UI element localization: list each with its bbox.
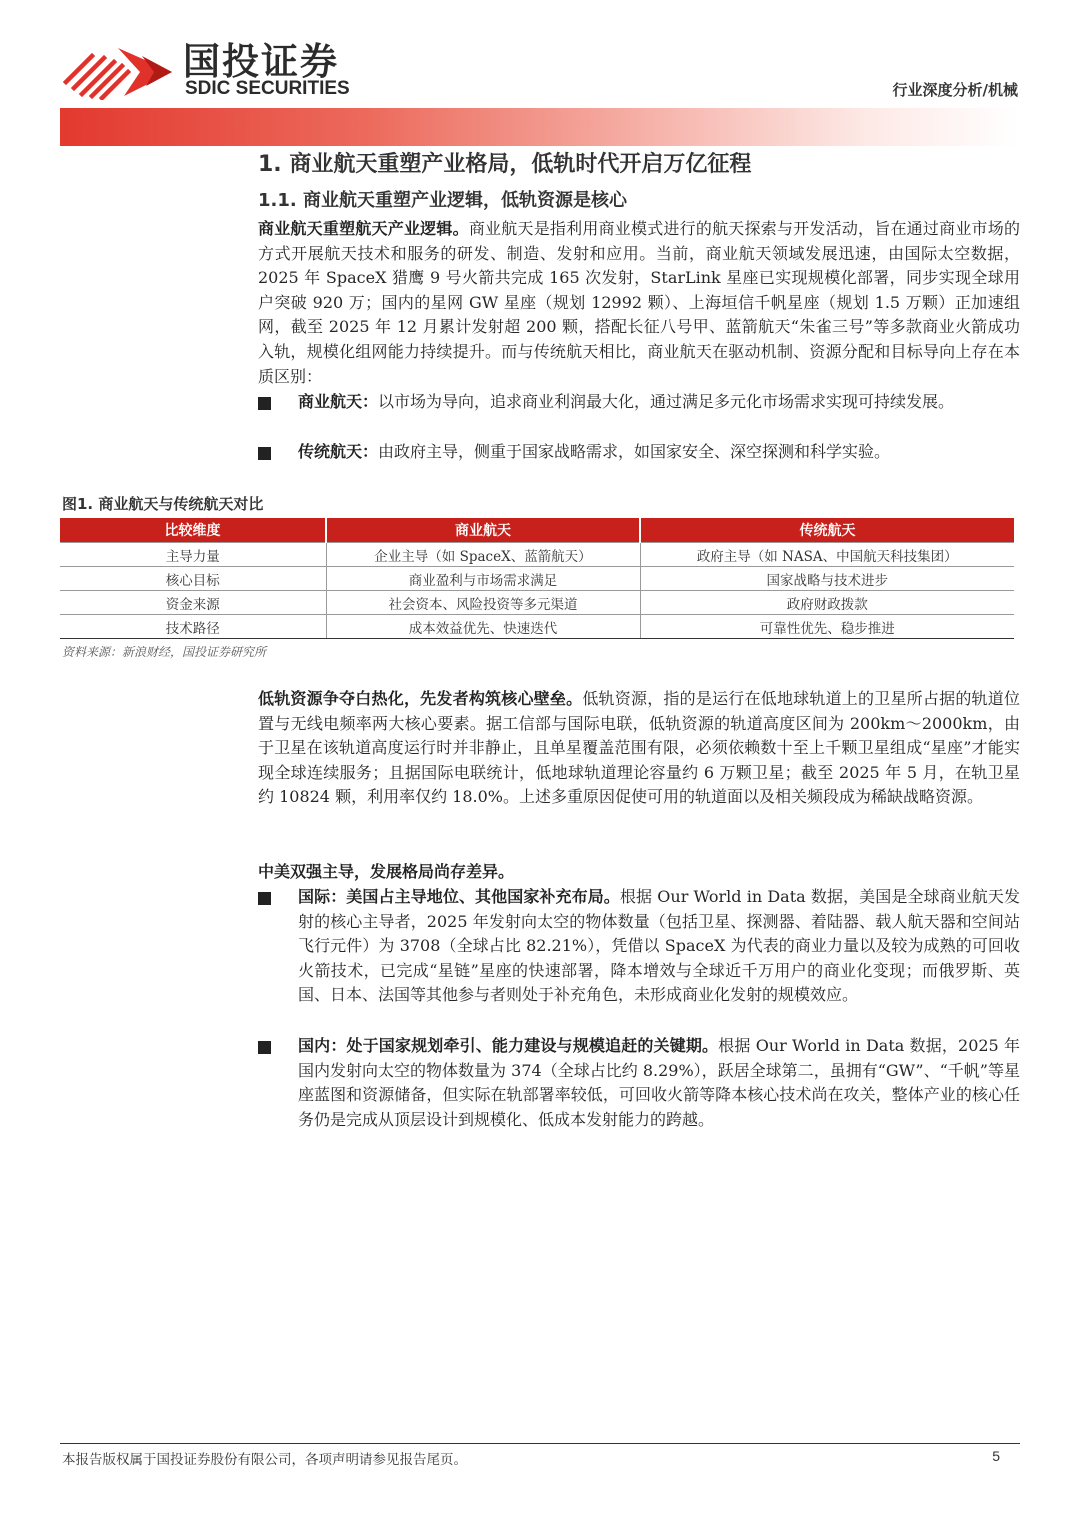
comparison-table xyxy=(60,518,1014,639)
paragraph-leo-resources xyxy=(258,687,1020,810)
bullet-text: 以市场为导向，追求商业利润最大化，通过满足多元化市场需求实现可持续发展。 xyxy=(378,392,955,411)
paragraph-us-china xyxy=(258,860,1020,885)
report-type-label: 行业深度分析/机械 xyxy=(892,81,1018,99)
bullet-traditional xyxy=(298,440,1020,465)
bullet-domestic xyxy=(298,1034,1020,1132)
bullet-square-icon xyxy=(258,1041,271,1054)
figure-title: 图1. 商业航天与传统航天对比 xyxy=(62,495,264,513)
bullet-international xyxy=(298,885,1020,1008)
table-cell: 成本效益优先、快速迭代 xyxy=(326,615,640,639)
table-cell: 政府主导（如 NASA、中国航天科技集团） xyxy=(640,543,1014,567)
table-cell: 核心目标 xyxy=(60,567,326,591)
header-red-band xyxy=(60,108,1020,146)
bullet-text: 根据 Our World in Data 数据，美国是全球商业航天发射的核心主导者，2025 年发射向太空的物体数量（包括卫星、探测器、着陆器、载人航天器和空间站飞行元件）为 3708（全球占比 82.21%），凭借以 SpaceX 为代表的商业力量以及较为成熟的可回收火箭技术，已完成“星链”星座的快速部署，降本增效与全球近千万用户的商业化变现；而俄罗斯、英国、日本、法国等其他参与者则处于补充角色，未形成商业化发射的规模效应。 xyxy=(298,887,1020,1005)
table-row xyxy=(60,591,1014,615)
figure-source: 资料来源：新浪财经，国投证券研究所 xyxy=(62,645,267,659)
table-header-cell: 传统航天 xyxy=(640,518,1014,543)
table-header-cell: 比较维度 xyxy=(60,518,326,543)
section-heading: 1. 商业航天重塑产业格局，低轨时代开启万亿征程 xyxy=(258,152,752,177)
paragraph-lead: 商业航天重塑航天产业逻辑。 xyxy=(258,219,469,238)
table-cell: 技术路径 xyxy=(60,615,326,639)
paragraph-lead: 低轨资源争夺白热化，先发者构筑核心壁垒。 xyxy=(258,689,583,708)
bullet-square-icon xyxy=(258,397,271,410)
page-number: 5 xyxy=(992,1448,1000,1464)
table-cell: 主导力量 xyxy=(60,543,326,567)
table-cell: 商业盈利与市场需求满足 xyxy=(326,567,640,591)
bullet-commercial xyxy=(298,390,1020,415)
logo-english-name: SDIC SECURITIES xyxy=(185,78,350,99)
table-header-cell: 商业航天 xyxy=(326,518,640,543)
table-row xyxy=(60,567,1014,591)
bullet-lead: 国际：美国占主导地位、其他国家补充布局。 xyxy=(298,887,620,906)
table-cell: 国家战略与技术进步 xyxy=(640,567,1014,591)
logo-chinese-name: 国投证券 xyxy=(183,40,339,83)
footer-disclaimer: 本报告版权属于国投证券股份有限公司，各项声明请参见报告尾页。 xyxy=(62,1452,467,1468)
paragraph-lead: 中美双强主导，发展格局尚存差异。 xyxy=(258,862,515,881)
table-cell: 资金来源 xyxy=(60,591,326,615)
footer-divider xyxy=(60,1443,1020,1444)
table-cell: 企业主导（如 SpaceX、蓝箭航天） xyxy=(326,543,640,567)
bullet-square-icon xyxy=(258,447,271,460)
table-header-row xyxy=(60,518,1014,543)
bullet-lead: 国内：处于国家规划牵引、能力建设与规模追赶的关键期。 xyxy=(298,1036,719,1055)
paragraph-text: 低轨资源，指的是运行在低地球轨道上的卫星所占据的轨道位置与无线电频率两大核心要素。据工信部与国际电联，低轨资源的轨道高度区间为 200km～2000km，由于卫星在该轨道高度运行时并非静止，且单星覆盖范围有限，必须依赖数十至上千颗卫星组成“星座”才能实现全球连续服务；且据国际电联统计，低地球轨道理论容量约 6 万颗卫星；截至 2025 年 5 月，在轨卫星约 10824 颗，利用率仅约 18.0%。上述多重原因促使可用的轨道面以及相关频段成为稀缺战略资源。 xyxy=(258,689,1020,807)
paragraph-commercial-space xyxy=(258,217,1020,389)
table-cell: 政府财政拨款 xyxy=(640,591,1014,615)
bullet-text: 根据 Our World in Data 数据，2025 年国内发射向太空的物体数量为 374（全球占比约 8.29%），跃居全球第二，虽拥有“GW”、“千帆”等星座蓝图和资源储备，但实际在轨部署率较低，可回收火箭等降本核心技术尚在攻关，整体产业的核心任务仍是完成从顶层设计到规模化、低成本发射能力的跨越。 xyxy=(298,1036,1020,1129)
table-row xyxy=(60,543,1014,567)
subsection-heading: 1.1. 商业航天重塑产业逻辑，低轨资源是核心 xyxy=(258,190,627,211)
table-cell: 社会资本、风险投资等多元渠道 xyxy=(326,591,640,615)
table-cell: 可靠性优先、稳步推进 xyxy=(640,615,1014,639)
paragraph-text: 商业航天是指利用商业模式进行的航天探索与开发活动，旨在通过商业市场的方式开展航天技术和服务的研发、制造、发射和应用。当前，商业航天领域发展迅速，由国际太空数据，2025 年 SpaceX 猎鹰 9 号火箭共完成 165 次发射，StarLink 星座已实现规模化部署，同步实现全球用户突破 920 万；国内的星网 GW 星座（规划 12992 颗）、上海垣信千帆星座（规划 1.5 万颗）正加速组网，截至 2025 年 12 月累计发射超 200 颗，搭配长征八号甲、蓝箭航天“朱雀三号”等多款商业火箭成功入轨，规模化组网能力持续提升。而与传统航天相比，商业航天在驱动机制、资源分配和目标导向上存在本质区别： xyxy=(258,219,1020,386)
table-row xyxy=(60,615,1014,639)
bullet-square-icon xyxy=(258,892,271,905)
bullet-text: 由政府主导，侧重于国家战略需求，如国家安全、深空探测和科学实验。 xyxy=(378,442,891,461)
bullet-lead: 商业航天： xyxy=(298,392,379,411)
bullet-lead: 传统航天： xyxy=(298,442,379,461)
logo-mark-icon xyxy=(62,42,174,100)
